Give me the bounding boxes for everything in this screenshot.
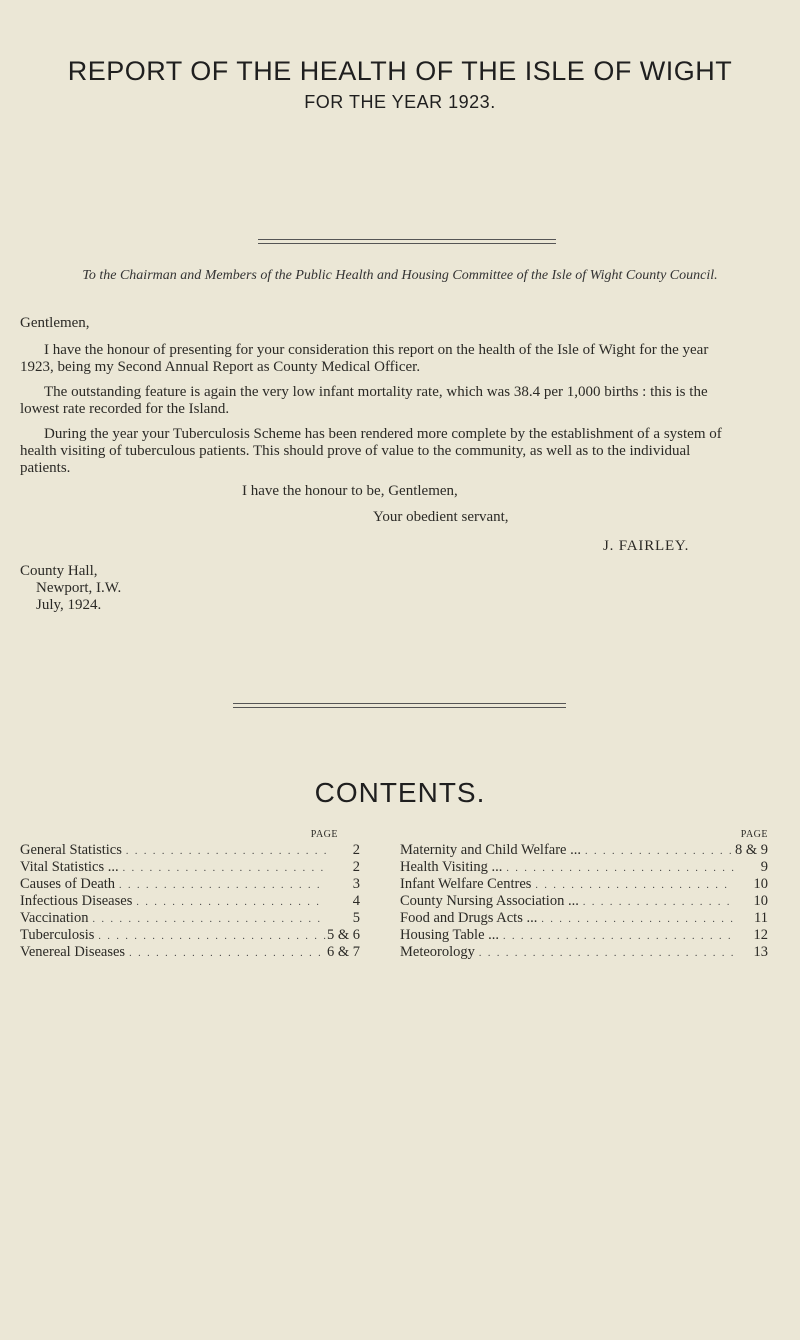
entry-label: Health Visiting ... <box>400 859 503 875</box>
leader-dots <box>499 927 734 945</box>
contents-entry[interactable] <box>20 893 360 910</box>
entry-page: 2 <box>352 842 360 858</box>
leader-dots <box>94 927 326 945</box>
entry-label: General Statistics <box>20 842 122 858</box>
sender-address <box>20 563 121 614</box>
address-line: July, 1924. <box>36 597 102 613</box>
entry-page: 8 & 9 <box>734 842 768 858</box>
leader-dots <box>579 893 734 911</box>
entry-page: 6 & 7 <box>326 944 360 960</box>
entry-page: 4 <box>352 893 360 909</box>
report-subtitle: FOR THE YEAR 1923. <box>304 92 496 112</box>
leader-dots <box>122 842 326 860</box>
contents-entry[interactable] <box>400 927 768 944</box>
address-line: Newport, I.W. <box>36 580 122 596</box>
address-line: County Hall, <box>20 563 98 579</box>
entry-label: Meteorology <box>400 944 475 960</box>
entry-page: 11 <box>754 910 768 926</box>
paragraph: During the year your Tuberculosis Scheme has been rendered more complete by the establishment of a system of health visiting of tuberculous patients. This should prove of value to the community, as well as to the individual patients. <box>20 426 722 476</box>
entry-page: 5 & 6 <box>326 927 360 943</box>
entry-page: 12 <box>753 927 768 943</box>
contents-entry[interactable] <box>20 842 360 859</box>
contents-entry[interactable] <box>400 876 768 893</box>
entry-label: Infectious Diseases <box>20 893 133 909</box>
entry-page: 10 <box>753 876 768 892</box>
contents-heading: CONTENTS. <box>314 777 486 808</box>
contents-column-right <box>400 828 768 961</box>
contents-entry[interactable] <box>20 927 360 944</box>
leader-dots <box>531 876 734 894</box>
page-column-label: PAGE <box>310 829 338 840</box>
contents-entry[interactable] <box>400 893 768 910</box>
signature: J. FAIRLEY. <box>603 538 690 554</box>
contents-column-left <box>20 828 360 961</box>
entry-label: Maternity and Child Welfare ... <box>400 842 581 858</box>
leader-dots <box>119 859 326 877</box>
entry-page: 2 <box>352 859 360 875</box>
entry-label: Vital Statistics ... <box>20 859 119 875</box>
leader-dots <box>502 859 734 877</box>
servant-line: Your obedient servant, <box>373 509 509 525</box>
entry-label: County Nursing Association ... <box>400 893 579 909</box>
leader-dots <box>115 876 326 894</box>
salutation: Gentlemen, <box>20 315 90 331</box>
contents-entry[interactable] <box>400 910 768 927</box>
leader-dots <box>88 910 326 928</box>
leader-dots <box>125 944 326 962</box>
divider-rule <box>233 703 566 708</box>
entry-page: 10 <box>753 893 768 909</box>
paragraph: The outstanding feature is again the very low infant mortality rate, which was 38.4 per 1,000 births : this is the lowest rate recorded for the Island. <box>20 384 708 417</box>
contents-entry[interactable] <box>400 944 768 961</box>
contents-entry[interactable] <box>400 842 768 859</box>
contents-entry[interactable] <box>400 859 768 876</box>
entry-page: 3 <box>352 876 360 892</box>
entry-label: Tuberculosis <box>20 927 95 943</box>
entry-label: Food and Drugs Acts ... <box>400 910 538 926</box>
leader-dots <box>537 910 734 928</box>
contents-entry[interactable] <box>20 876 360 893</box>
paragraph: I have the honour of presenting for your consideration this report on the health of the Isle of Wight for the year 1923, being my Second Annual Report as County Medical Officer. <box>20 342 709 375</box>
entry-label: Vaccination <box>20 910 89 926</box>
entry-page: 9 <box>760 859 768 875</box>
leader-dots <box>475 944 734 962</box>
leader-dots <box>132 893 326 911</box>
entry-label: Venereal Diseases <box>20 944 126 960</box>
divider-rule <box>258 239 556 244</box>
addressee: To the Chairman and Members of the Public Health and Housing Committee of the Isle of Wight County Council. <box>82 268 718 283</box>
entry-page: 13 <box>753 944 768 960</box>
contents-entry[interactable] <box>20 859 360 876</box>
report-title: REPORT OF THE HEALTH OF THE ISLE OF WIGHT <box>67 56 733 86</box>
closing-line: I have the honour to be, Gentlemen, <box>242 483 458 499</box>
entry-label: Infant Welfare Centres <box>400 876 532 892</box>
contents-entry[interactable] <box>20 910 360 927</box>
entry-page: 5 <box>352 910 360 926</box>
entry-label: Causes of Death <box>20 876 116 892</box>
leader-dots <box>581 842 734 860</box>
contents-entry[interactable] <box>20 944 360 961</box>
page-column-label: PAGE <box>740 829 768 840</box>
entry-label: Housing Table ... <box>400 927 500 943</box>
